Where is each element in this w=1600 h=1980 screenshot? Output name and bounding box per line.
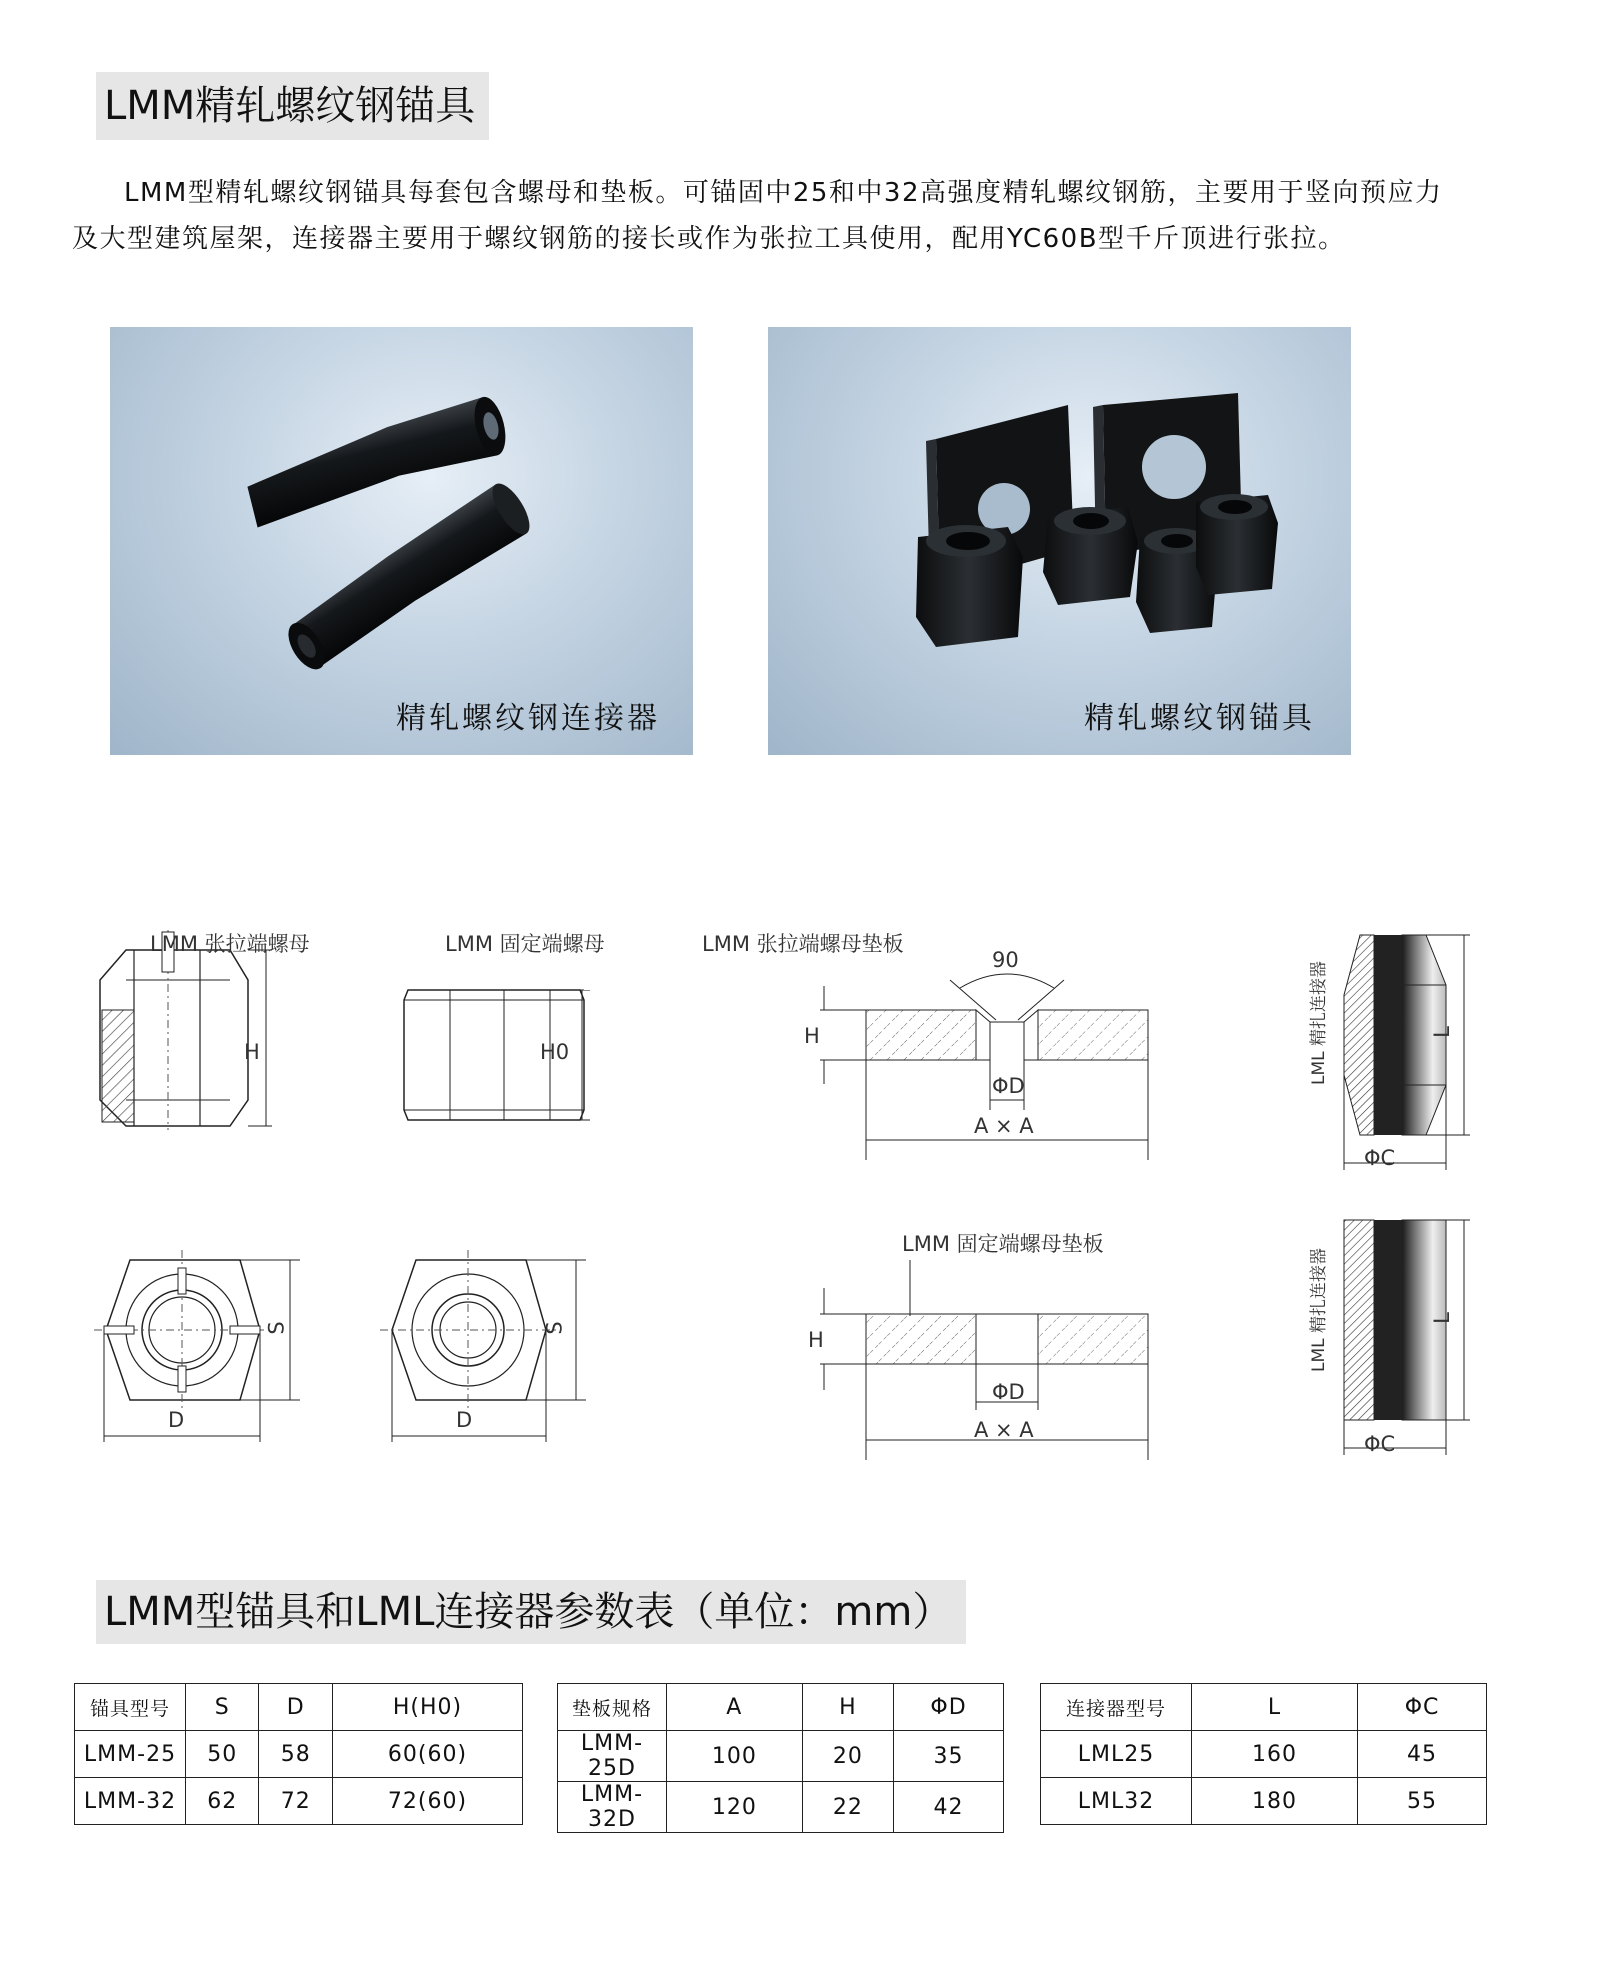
intro-paragraph [72, 170, 1532, 262]
table-cell: 72(60) [332, 1778, 522, 1825]
table-header-row [558, 1684, 1004, 1731]
connector-top-l-label: L [1429, 1026, 1454, 1038]
table-header-row [75, 1684, 523, 1731]
drawing-connector-bottom [1330, 1210, 1490, 1464]
connector-bottom-l-label: L [1429, 1312, 1454, 1324]
drawing-tension-nut-top [90, 1250, 310, 1454]
table-title: LMM型锚具和LML连接器参数表（单位：mm） [96, 1580, 966, 1644]
table-cell: LMM-32 [75, 1778, 186, 1825]
table-cell: LMM-25D [558, 1731, 667, 1782]
tension-plate-h-label: H [804, 1024, 820, 1048]
connector-bottom-icon [1330, 1210, 1490, 1460]
connector-bottom-label: LML 精扎连接器 [1309, 1247, 1329, 1372]
page-title: LMM精轧螺纹钢锚具 [96, 72, 489, 140]
fixed-plate-phi-label: ΦD [992, 1380, 1025, 1404]
drawing-fixed-nut-top [380, 1250, 600, 1454]
table-row [75, 1731, 523, 1778]
connector-bottom-phi-label: ΦC [1364, 1432, 1396, 1456]
table-header: ΦD [894, 1684, 1004, 1731]
table-cell: 58 [259, 1731, 332, 1778]
table-row [558, 1782, 1004, 1833]
connector-photo [110, 327, 693, 755]
tension-nut-s-label: S [264, 1321, 289, 1335]
table-cell: 100 [667, 1731, 803, 1782]
table-header: D [259, 1684, 332, 1731]
table-row [75, 1778, 523, 1825]
table-cell: LMM-25 [75, 1731, 186, 1778]
tension-plate-axa-label: A × A [974, 1114, 1034, 1138]
connector-top-phi-label: ΦC [1364, 1146, 1396, 1170]
nut-2 [1043, 507, 1138, 605]
fixed-plate-label: LMM 固定端螺母垫板 [902, 1232, 1104, 1256]
table-cell: 35 [894, 1731, 1004, 1782]
fixed-nut-top-icon [380, 1250, 600, 1450]
tension-nut-top-icon [90, 1250, 310, 1450]
table-cell: 62 [186, 1778, 259, 1825]
table-cell: LMM-32D [558, 1782, 667, 1833]
table-header: A [667, 1684, 803, 1731]
tension-nut-h-label: H [244, 1040, 260, 1064]
anchor-photo [768, 327, 1351, 755]
fixed-nut-d-label: D [456, 1408, 473, 1432]
table-row [1041, 1778, 1487, 1825]
tension-nut-side-icon [90, 930, 290, 1130]
fixed-nut-h0-label: H0 [540, 1040, 570, 1064]
connector-table [1040, 1683, 1487, 1825]
anchor-caption: 精轧螺纹钢锚具 [1084, 701, 1315, 736]
drawing-tension-plate [810, 950, 1170, 1174]
nut-4 [1196, 494, 1278, 595]
tension-nut-d-label: D [168, 1408, 185, 1432]
table-header: L [1192, 1684, 1358, 1731]
plate-table [557, 1683, 1004, 1833]
tension-plate-phi-label: ΦD [992, 1074, 1025, 1098]
table-cell: 60(60) [332, 1731, 522, 1778]
drawing-tension-nut [90, 930, 290, 1134]
anchor-table [74, 1683, 523, 1825]
table-header: H [802, 1684, 893, 1731]
table-row [1041, 1731, 1487, 1778]
fixed-plate-h-label: H [808, 1328, 824, 1352]
tension-nut-label: LMM 张拉端螺母 [150, 932, 310, 956]
connector-top-icon [1330, 925, 1490, 1175]
table-cell: 45 [1358, 1731, 1487, 1778]
table-cell: LML25 [1041, 1731, 1192, 1778]
table-cell: 120 [667, 1782, 803, 1833]
table-cell: 180 [1192, 1778, 1358, 1825]
fixed-nut-s-label: S [542, 1321, 567, 1335]
fixed-nut-label: LMM 固定端螺母 [445, 932, 605, 956]
table-cell: LML32 [1041, 1778, 1192, 1825]
table-cell: 160 [1192, 1731, 1358, 1778]
table-header: 锚具型号 [75, 1684, 186, 1731]
table-cell: 50 [186, 1731, 259, 1778]
table-cell: 42 [894, 1782, 1004, 1833]
table-row [558, 1731, 1004, 1782]
table-header: ΦC [1358, 1684, 1487, 1731]
table-header: H(H0) [332, 1684, 522, 1731]
table-cell: 72 [259, 1778, 332, 1825]
anchor-photo-icon [768, 327, 1351, 755]
connector-caption: 精轧螺纹钢连接器 [396, 701, 660, 736]
connector-top-label: LML 精扎连接器 [1309, 960, 1329, 1085]
intro-line-1: LMM型精轧螺纹钢锚具每套包含螺母和垫板。可锚固中25和中32高强度精轧螺纹钢筋，主要用于竖向预应力 [124, 178, 1443, 208]
intro-line-2: 及大型建筑屋架，连接器主要用于螺纹钢筋的接长或作为张拉工具使用，配用YC60B型千斤顶进行张拉。 [72, 224, 1346, 254]
table-header-row [1041, 1684, 1487, 1731]
table-cell: 20 [802, 1731, 893, 1782]
table-header: 连接器型号 [1041, 1684, 1192, 1731]
connector-photo-icon [110, 327, 693, 755]
tension-plate-label: LMM 张拉端螺母垫板 [702, 932, 904, 956]
tension-plate-angle-label: 90 [992, 948, 1019, 972]
drawing-connector-top [1330, 925, 1490, 1179]
fixed-plate-axa-label: A × A [974, 1418, 1034, 1442]
table-header: S [186, 1684, 259, 1731]
nut-1 [916, 525, 1023, 647]
table-cell: 55 [1358, 1778, 1487, 1825]
table-header: 垫板规格 [558, 1684, 667, 1731]
table-cell: 22 [802, 1782, 893, 1833]
